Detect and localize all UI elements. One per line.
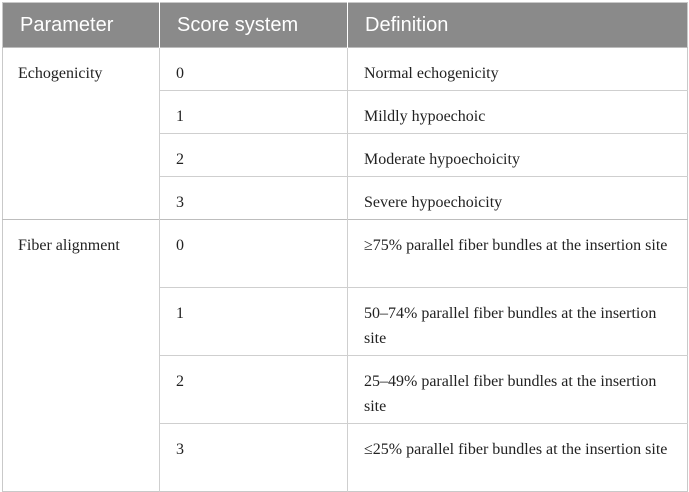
- table-body: [3, 48, 688, 492]
- header-score-system: Score system: [160, 3, 348, 48]
- parameter-cell-echogenicity: Echogenicity: [3, 48, 160, 220]
- table-row: [3, 48, 688, 91]
- score-cell: 2: [160, 134, 348, 177]
- definition-cell: Moderate hypoechoicity: [348, 134, 688, 177]
- header-parameter: Parameter: [20, 13, 114, 36]
- definition-cell: ≤25% parallel fiber bundles at the insertion site: [348, 424, 688, 492]
- score-cell: 0: [160, 48, 348, 91]
- header-row: [3, 3, 688, 48]
- score-cell: 1: [160, 288, 348, 356]
- scoring-table: [2, 2, 688, 492]
- score-cell: 3: [160, 424, 348, 492]
- definition-cell: 25–49% parallel fiber bundles at the insertion site: [348, 356, 688, 424]
- parameter-cell-fiber-alignment: Fiber alignment: [3, 220, 160, 492]
- definition-cell: Mildly hypoechoic: [348, 91, 688, 134]
- score-cell: 3: [160, 177, 348, 220]
- score-cell: 1: [160, 91, 348, 134]
- table-row: [3, 220, 688, 288]
- header-definition: Definition: [348, 3, 688, 48]
- definition-cell: ≥75% parallel fiber bundles at the insertion site: [348, 220, 688, 288]
- definition-cell: Normal echogenicity: [348, 48, 688, 91]
- table-header: [3, 3, 688, 48]
- definition-cell: Severe hypoechoicity: [348, 177, 688, 220]
- definition-cell: 50–74% parallel fiber bundles at the insertion site: [348, 288, 688, 356]
- score-cell: 0: [160, 220, 348, 288]
- score-cell: 2: [160, 356, 348, 424]
